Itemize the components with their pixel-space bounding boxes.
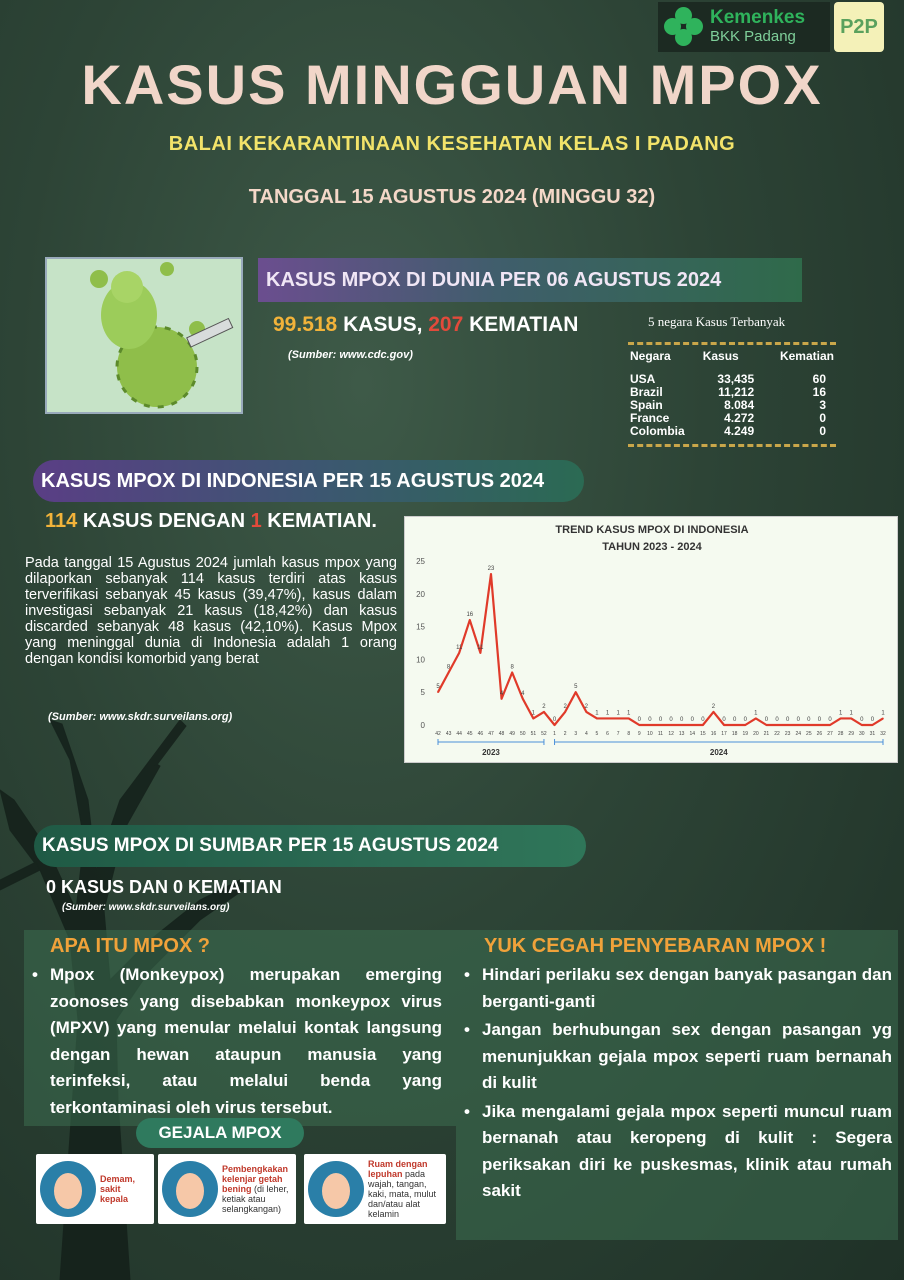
data-label: 0: [817, 717, 822, 723]
data-label: 2: [542, 703, 546, 710]
page-title: KASUS MINGGUAN MPOX: [81, 53, 823, 116]
indonesia-deaths-label: KEMATIAN.: [261, 510, 377, 532]
cegah-heading: YUK CEGAH PENYEBARAN MPOX !: [484, 935, 827, 957]
x-tick-label: 25: [806, 731, 812, 737]
series-line: [438, 574, 883, 725]
data-point: [522, 698, 524, 700]
x-tick-label: 20: [753, 731, 759, 737]
x-tick-label: 26: [816, 731, 823, 737]
top5-header-country: Negara: [630, 349, 671, 363]
data-label: 1: [595, 710, 599, 717]
data-label: 4: [499, 690, 504, 697]
indonesia-heading-bar: [33, 460, 584, 502]
x-tick-label: 10: [647, 731, 653, 737]
world-deaths: 207: [428, 313, 464, 336]
data-label: 11: [456, 644, 463, 651]
list-item: • Jangan berhubungan sex dengan pasangan yg menunjukkan gejala mpox seperti ruam bernanah di kulit: [462, 1017, 892, 1097]
y-tick-label: 5: [420, 688, 425, 698]
data-point: [596, 718, 598, 720]
x-tick-label: 28: [837, 731, 844, 737]
trend-chart-svg: [405, 517, 899, 764]
data-label: 0: [552, 717, 557, 723]
data-label: 5: [436, 684, 440, 691]
world-source: (Sumber: www.cdc.gov): [288, 349, 413, 361]
data-label: 23: [487, 566, 495, 573]
list-item: • Hindari perilaku sex dengan banyak pasangan dan berganti-ganti: [462, 962, 892, 1015]
data-point: [437, 691, 439, 693]
world-stats: [273, 313, 578, 337]
data-point: [628, 718, 630, 720]
apa-heading: APA ITU MPOX ?: [50, 935, 210, 957]
y-tick-label: 10: [416, 655, 425, 665]
data-point: [681, 724, 683, 726]
data-point: [617, 718, 619, 720]
gejala-heading: GEJALA MPOX: [136, 1118, 304, 1148]
indonesia-cases: 114: [45, 510, 78, 532]
report-date: TANGGAL 15 AGUSTUS 2024 (MINGGU 32): [248, 186, 656, 208]
data-point: [829, 724, 831, 726]
symptom-title: Ruam dengan lepuhan: [368, 1159, 428, 1179]
x-tick-label: 42: [435, 731, 441, 737]
data-label: 2: [711, 703, 716, 710]
apa-definition: • Mpox (Monkeypox) merupakan emerging zoonoses yang disebabkan monkeypox virus (MPXV) yang menular melalui kontak langsung dengan hewan ataupun manusia yang terinfeksi, atau melalui benda yang terkontaminasi oleh virus tersebut.: [30, 962, 442, 1121]
data-point: [649, 724, 651, 726]
data-label: 0: [658, 717, 663, 723]
logo-subname: BKK Padang: [710, 28, 796, 45]
top5-title: 5 negara Kasus Terbanyak: [648, 314, 786, 329]
data-label: 1: [605, 710, 610, 717]
data-label: 1: [616, 710, 620, 717]
country-cell: Spain: [630, 398, 663, 412]
data-label: 0: [669, 717, 673, 723]
data-point: [554, 724, 556, 726]
world-heading: KASUS MPOX DI DUNIA PER 06 AGUSTUS 2024: [266, 268, 722, 291]
cases-cell: 4.272: [724, 411, 755, 425]
data-point: [766, 724, 768, 726]
data-label: 0: [701, 717, 705, 723]
data-point: [564, 711, 566, 713]
symptom-title: Demam, sakit kepala: [100, 1174, 136, 1204]
x-tick-label: 17: [721, 731, 727, 737]
x-tick-label: 16: [710, 731, 717, 737]
data-point: [639, 724, 641, 726]
data-point: [691, 724, 693, 726]
symptom-detail: (di leher, ketiak atau selangkangan): [222, 1184, 289, 1214]
data-label: 8: [446, 664, 451, 671]
x-tick-label: 27: [827, 731, 833, 737]
p2p-logo: P2P: [834, 2, 884, 52]
x-tick-label: 32: [880, 731, 886, 737]
indonesia-paragraph: Pada tanggal 15 Agustus 2024 jumlah kasus mpox yang dilaporkan sebanyak 114 kasus terdiri atas kasus terverifikasi sebanyak 45 kasus (39,47%), kasus dalam investigasi sebanyak 21 kasus (18,42%) dan kasus discarded sebanyak 48 kasus (42,10%). Kasus Mpox yang meninggal dunia di Indonesia adalah 1 orang dengan kondisi komorbid yang berat: [25, 555, 397, 667]
data-label: 1: [627, 710, 631, 717]
sumbar-stats: 0 KASUS DAN 0 KEMATIAN: [46, 877, 282, 897]
data-label: 2: [563, 703, 567, 710]
data-label: 4: [521, 690, 525, 697]
sumbar-heading-bar: [34, 825, 586, 867]
symptom-detail: pada wajah, tangan, kaki, mata, mulut dan/atau alat kelamin: [368, 1169, 437, 1219]
x-tick-label: 51: [530, 731, 537, 737]
data-label: 16: [466, 612, 474, 619]
data-point: [586, 711, 588, 713]
data-label: 11: [477, 644, 484, 651]
symptom-card: [36, 1154, 154, 1224]
data-label: 0: [785, 717, 790, 723]
x-tick-label: 12: [668, 731, 674, 737]
data-point: [607, 718, 609, 720]
x-tick-label: 4: [584, 731, 588, 737]
data-label: 0: [722, 717, 726, 723]
x-tick-label: 47: [488, 731, 494, 737]
data-point: [660, 724, 662, 726]
x-tick-label: 31: [869, 731, 876, 737]
country-cell: Brazil: [630, 385, 663, 399]
indonesia-heading: KASUS MPOX DI INDONESIA PER 15 AGUSTUS 2024: [41, 469, 545, 492]
cases-cell: 4.249: [724, 424, 755, 438]
data-point: [713, 711, 715, 713]
x-tick-label: 13: [678, 731, 685, 737]
data-label: 1: [849, 710, 853, 717]
data-point: [511, 672, 513, 674]
data-point: [755, 718, 757, 720]
data-point: [861, 724, 863, 726]
deaths-cell: 0: [819, 424, 826, 438]
table-row: [630, 425, 834, 438]
data-point: [776, 724, 778, 726]
deaths-cell: 3: [819, 398, 826, 412]
y-tick-label: 25: [416, 557, 425, 566]
top5-header-deaths: Kematian: [779, 349, 834, 363]
indonesia-cases-label: KASUS DENGAN: [77, 510, 251, 532]
data-point: [448, 672, 450, 674]
data-label: 2: [584, 703, 589, 710]
chart-title: TREND KASUS MPOX DI INDONESIA: [555, 524, 749, 536]
x-tick-label: 14: [689, 731, 696, 737]
x-tick-label: 43: [445, 731, 452, 737]
y-tick-label: 20: [416, 589, 425, 599]
sick-face-icon: [308, 1161, 364, 1217]
x-tick-label: 19: [742, 731, 749, 737]
data-point: [458, 652, 460, 654]
x-tick-label: 15: [700, 731, 706, 737]
sumbar-heading: KASUS MPOX DI SUMBAR PER 15 AGUSTUS 2024: [42, 835, 499, 856]
deaths-cell: 60: [812, 372, 826, 386]
x-tick-label: 3: [574, 731, 578, 737]
data-label: 0: [764, 717, 769, 723]
country-cell: Colombia: [630, 424, 685, 438]
data-point: [808, 724, 810, 726]
kemenkes-logo-icon: [664, 7, 704, 47]
indonesia-deaths: 1: [250, 510, 262, 532]
top5-header-cases: Kasus: [702, 349, 739, 363]
x-tick-label: 49: [509, 731, 515, 737]
data-point: [480, 652, 482, 654]
data-label: 0: [732, 717, 737, 723]
virus-illustration: [45, 257, 243, 414]
trend-chart: [404, 516, 898, 763]
data-point: [840, 718, 842, 720]
data-label: 0: [690, 717, 694, 723]
top5-table: [628, 342, 836, 447]
x-tick-label: 18: [731, 731, 738, 737]
data-point: [882, 718, 884, 720]
apa-text: [30, 962, 442, 1123]
list-item: • Jika mengalami gejala mpox seperti muncul ruam bernanah atau keropeng di kulit : Segera periksakan diri ke puskesmas, klinik atau rumah sakit: [462, 1099, 892, 1205]
x-tick-label: 6: [606, 731, 609, 737]
symptom-title: Pembengkakan kelenjar getah bening: [222, 1164, 289, 1194]
world-heading-bar: [258, 258, 802, 302]
data-point: [543, 711, 545, 713]
data-point: [702, 724, 704, 726]
year-label: 2024: [709, 748, 728, 757]
x-tick-label: 45: [467, 731, 473, 737]
data-point: [501, 698, 503, 700]
deaths-cell: 0: [819, 411, 826, 425]
data-label: 1: [754, 710, 758, 717]
deaths-cell: 16: [812, 385, 826, 399]
x-tick-label: 1: [553, 731, 556, 737]
x-tick-label: 50: [519, 731, 526, 737]
data-point: [819, 724, 821, 726]
y-tick-label: 0: [420, 721, 425, 730]
data-label: 1: [881, 710, 885, 717]
data-label: 0: [648, 717, 652, 723]
world-cases: 99.518: [273, 313, 338, 336]
data-point: [787, 724, 789, 726]
symptom-card: [304, 1154, 446, 1224]
data-label: 0: [860, 717, 864, 723]
data-label: 0: [775, 717, 779, 723]
sick-face-icon: [162, 1161, 218, 1217]
y-tick-label: 15: [416, 622, 425, 632]
data-label: 0: [870, 717, 875, 723]
data-point: [490, 573, 492, 575]
x-tick-label: 29: [848, 731, 854, 737]
data-label: 0: [743, 717, 747, 723]
data-point: [670, 724, 672, 726]
data-label: 0: [637, 717, 641, 723]
data-label: 0: [796, 717, 800, 723]
x-tick-label: 11: [657, 731, 664, 737]
page-subtitle: BALAI KEKARANTINAAN KESEHATAN KELAS I PADANG: [168, 133, 736, 155]
cases-cell: 11,212: [718, 385, 755, 399]
kemenkes-logo: [658, 2, 830, 52]
data-point: [734, 724, 736, 726]
country-cell: USA: [630, 372, 656, 386]
world-deaths-label: KEMATIAN: [463, 313, 579, 336]
x-tick-label: 24: [795, 731, 802, 737]
x-tick-label: 21: [763, 731, 770, 737]
sumbar-source: (Sumber: www.skdr.surveilans.org): [62, 902, 230, 913]
country-cell: France: [630, 411, 670, 425]
x-tick-label: 5: [595, 731, 599, 737]
x-tick-label: 22: [774, 731, 780, 737]
symptom-card: [158, 1154, 296, 1224]
data-label: 1: [838, 710, 843, 717]
data-label: 5: [574, 684, 578, 691]
data-point: [533, 718, 535, 720]
chart-subtitle: TAHUN 2023 - 2024: [602, 541, 702, 553]
cases-cell: 8.084: [724, 398, 755, 412]
data-point: [872, 724, 874, 726]
data-label: 1: [531, 710, 536, 717]
x-tick-label: 52: [541, 731, 547, 737]
data-label: 0: [807, 717, 811, 723]
sick-face-icon: [40, 1161, 96, 1217]
x-tick-label: 8: [627, 731, 631, 737]
data-label: 8: [510, 664, 514, 671]
data-point: [797, 724, 799, 726]
x-tick-label: 44: [456, 731, 462, 737]
indonesia-stats: [45, 510, 377, 533]
data-label: 0: [828, 717, 832, 723]
world-cases-label: KASUS,: [337, 313, 429, 336]
year-label: 2023: [482, 748, 500, 757]
data-point: [744, 724, 746, 726]
cases-cell: 33,435: [717, 372, 755, 386]
data-point: [850, 718, 852, 720]
x-tick-label: 9: [637, 731, 641, 737]
x-tick-label: 2: [563, 731, 567, 737]
x-tick-label: 7: [616, 731, 620, 737]
data-point: [469, 619, 471, 621]
data-label: 0: [680, 717, 684, 723]
x-tick-label: 23: [784, 731, 791, 737]
logo-name: Kemenkes: [710, 7, 806, 28]
data-point: [575, 691, 577, 693]
x-tick-label: 30: [859, 731, 865, 737]
data-point: [723, 724, 725, 726]
cegah-list: [462, 962, 892, 1207]
x-tick-label: 48: [498, 731, 505, 737]
indonesia-source: (Sumber: www.skdr.surveilans.org): [48, 711, 233, 723]
x-tick-label: 46: [477, 731, 484, 737]
